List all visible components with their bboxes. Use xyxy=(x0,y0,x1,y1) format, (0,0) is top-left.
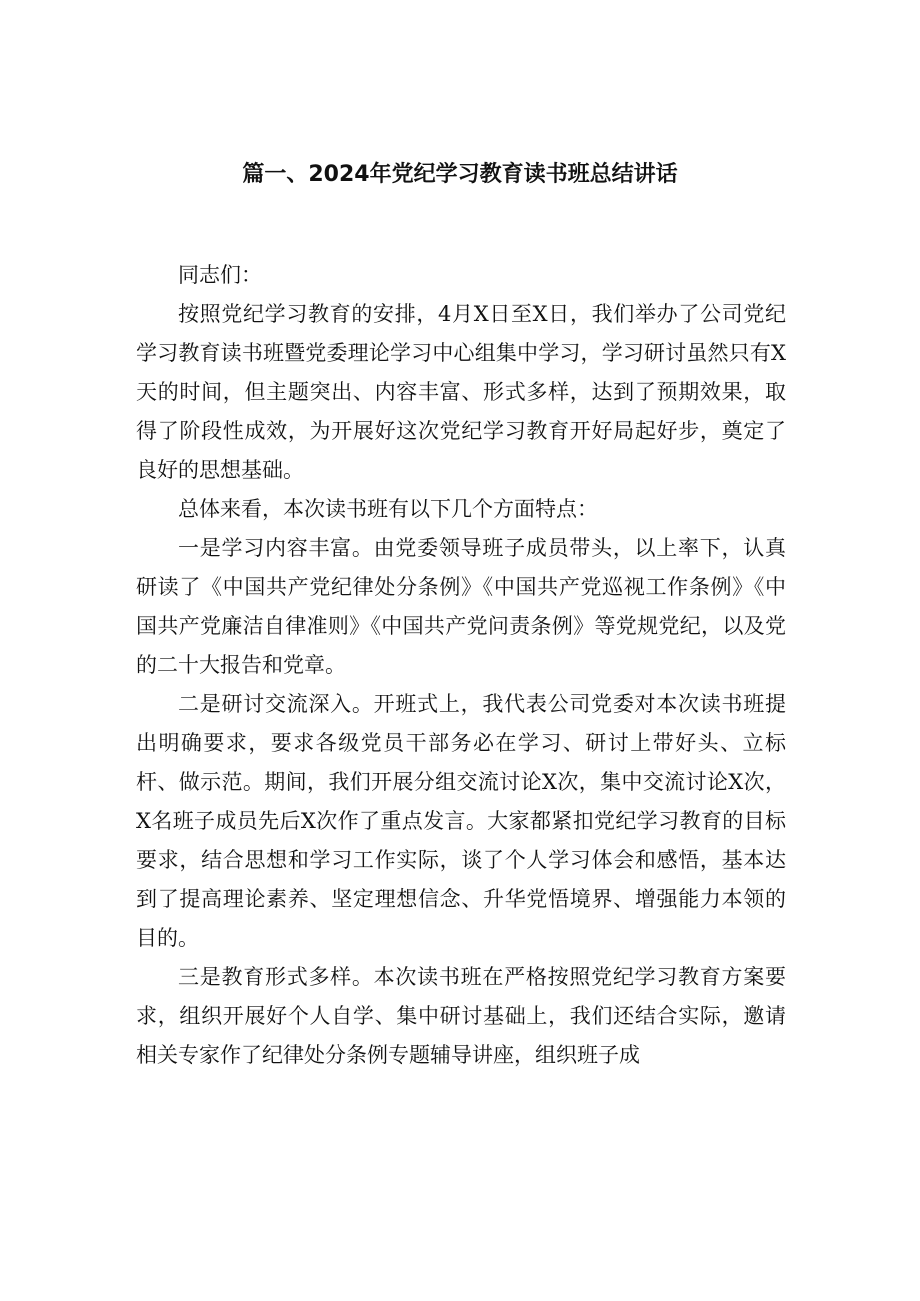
body-paragraph: 一是学习内容丰富。由党委领导班子成员带头，以上率下，认真研读了《中国共产党纪律处分条例》《中国共产党巡视工作条例》《中国共产党廉洁自律准则》《中国共产党问责条例》等党规党纪，以及党的二十大报告和党章。 xyxy=(136,536,786,677)
body-paragraph: 二是研讨交流深入。开班式上，我代表公司党委对本次读书班提出明确要求，要求各级党员干部务必在学习、研讨上带好头、立标杆、做示范。期间，我们开展分组交流讨论X次，集中交流讨论X次，X名班子成员先后X次作了重点发言。大家都紧扣党纪学习教育的目标要求，结合思想和学习工作实际，谈了个人学习体会和感悟，基本达到了提高理论素养、坚定理想信念、升华党悟境界、增强能力本领的目的。 xyxy=(136,692,786,950)
salutation-paragraph: 同志们： xyxy=(178,263,262,287)
body-paragraph: 按照党纪学习教育的安排，4月X日至X日，我们举办了公司党纪学习教育读书班暨党委理论学习中心组集中学习，学习研讨虽然只有X天的时间，但主题突出、内容丰富、形式多样，达到了预期效果，取得了阶段性成效，为开展好这次党纪学习教育开好局起好步，奠定了良好的思想基础。 xyxy=(136,302,786,482)
document-title: 篇一、2024年党纪学习教育读书班总结讲话 xyxy=(242,162,678,187)
body-paragraph: 三是教育形式多样。本次读书班在严格按照党纪学习教育方案要求，组织开展好个人自学、集中研讨基础上，我们还结合实际，邀请相关专家作了纪律处分条例专题辅导讲座，组织班子成 xyxy=(136,965,786,1067)
body-paragraph: 总体来看，本次读书班有以下几个方面特点： xyxy=(178,497,598,521)
document-body xyxy=(136,256,786,1075)
